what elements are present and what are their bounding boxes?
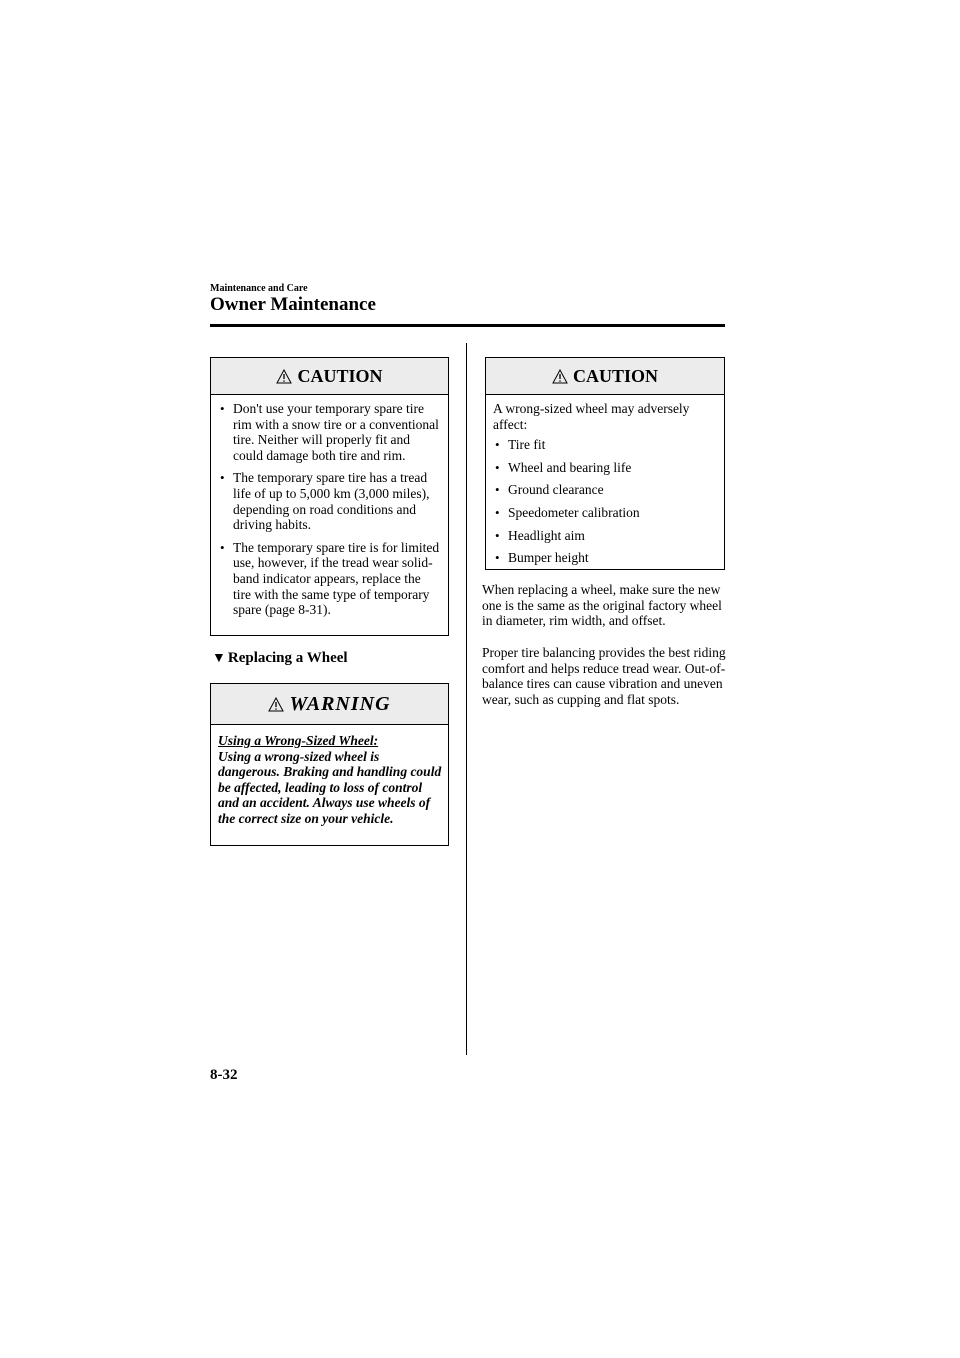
page-title: Owner Maintenance: [210, 294, 376, 315]
list-item: • Ground clearance: [495, 482, 604, 498]
bullet-icon: •: [220, 470, 225, 486]
warning-text: Using a wrong-sized wheel is dangerous. Braking and handling could be affected, leading to loss of control and an accident. Always use wheels of the correct size on your vehicle.: [218, 748, 442, 826]
bullet-icon: •: [495, 550, 500, 566]
caution-body: [486, 395, 724, 572]
bullet-icon: •: [495, 459, 500, 475]
list-item: • Don't use your temporary spare tire rim with a snow tire or a conventional tire. Neither will properly fit and could damage both tire and rim.: [220, 401, 439, 463]
bullet-icon: •: [220, 401, 225, 416]
warning-heading: WARNING: [289, 692, 391, 715]
caution-header: [486, 358, 724, 395]
list-item: • Speedometer calibration: [495, 504, 640, 520]
warning-triangle-icon: [552, 369, 568, 384]
bullet-icon: •: [495, 482, 500, 498]
caution-box-left: [210, 357, 449, 636]
subheading: [212, 650, 348, 667]
warning-triangle-icon: [276, 369, 292, 384]
bullet-icon: •: [220, 539, 225, 555]
caution-list: [218, 401, 442, 618]
column-divider: [466, 343, 467, 1055]
subheading-text: Replacing a Wheel: [227, 650, 348, 666]
triangle-down-icon: ▼: [212, 650, 226, 666]
bullet-icon: •: [495, 504, 500, 520]
warning-title: Using a Wrong-Sized Wheel:: [218, 733, 379, 748]
caution-header: [211, 358, 448, 395]
caution-heading: CAUTION: [572, 365, 658, 386]
bullet-icon: •: [495, 437, 500, 453]
warning-header: [211, 684, 448, 725]
list-item: • Headlight aim: [495, 527, 585, 543]
header-rule: [210, 324, 725, 327]
body-paragraph: When replacing a wheel, make sure the new one is the same as the original factory wheel in diameter, rim width, and offset.: [482, 582, 722, 629]
list-item: • Tire fit: [495, 437, 546, 453]
warning-triangle-icon: [268, 697, 284, 712]
warning-body: [211, 725, 448, 835]
caution-body: [211, 395, 448, 624]
body-paragraph: Proper tire balancing provides the best riding comfort and helps reduce tread wear. Out-of-balance tires can cause vibration and uneven wear, such as cupping and flat spots.: [482, 645, 726, 707]
page-number: 8-32: [210, 1067, 238, 1083]
list-item: • The temporary spare tire is for limited use, however, if the tread wear solid-band indicator appears, replace the tire with the same type of temporary spare (page 8-31).: [220, 539, 440, 618]
list-item: • The temporary spare tire has a tread life of up to 5,000 km (3,000 miles), depending on road conditions and driving habits.: [220, 470, 430, 533]
list-item: • Wheel and bearing life: [495, 459, 632, 475]
bullet-icon: •: [495, 527, 500, 543]
caution-list: [493, 437, 718, 566]
caution-box-right: [485, 357, 725, 570]
caution-intro: A wrong-sized wheel may adversely affect:: [493, 401, 690, 432]
warning-box: [210, 683, 449, 846]
caution-heading: CAUTION: [297, 365, 383, 386]
list-item: • Bumper height: [495, 550, 589, 566]
section-label: Maintenance and Care: [210, 283, 308, 294]
